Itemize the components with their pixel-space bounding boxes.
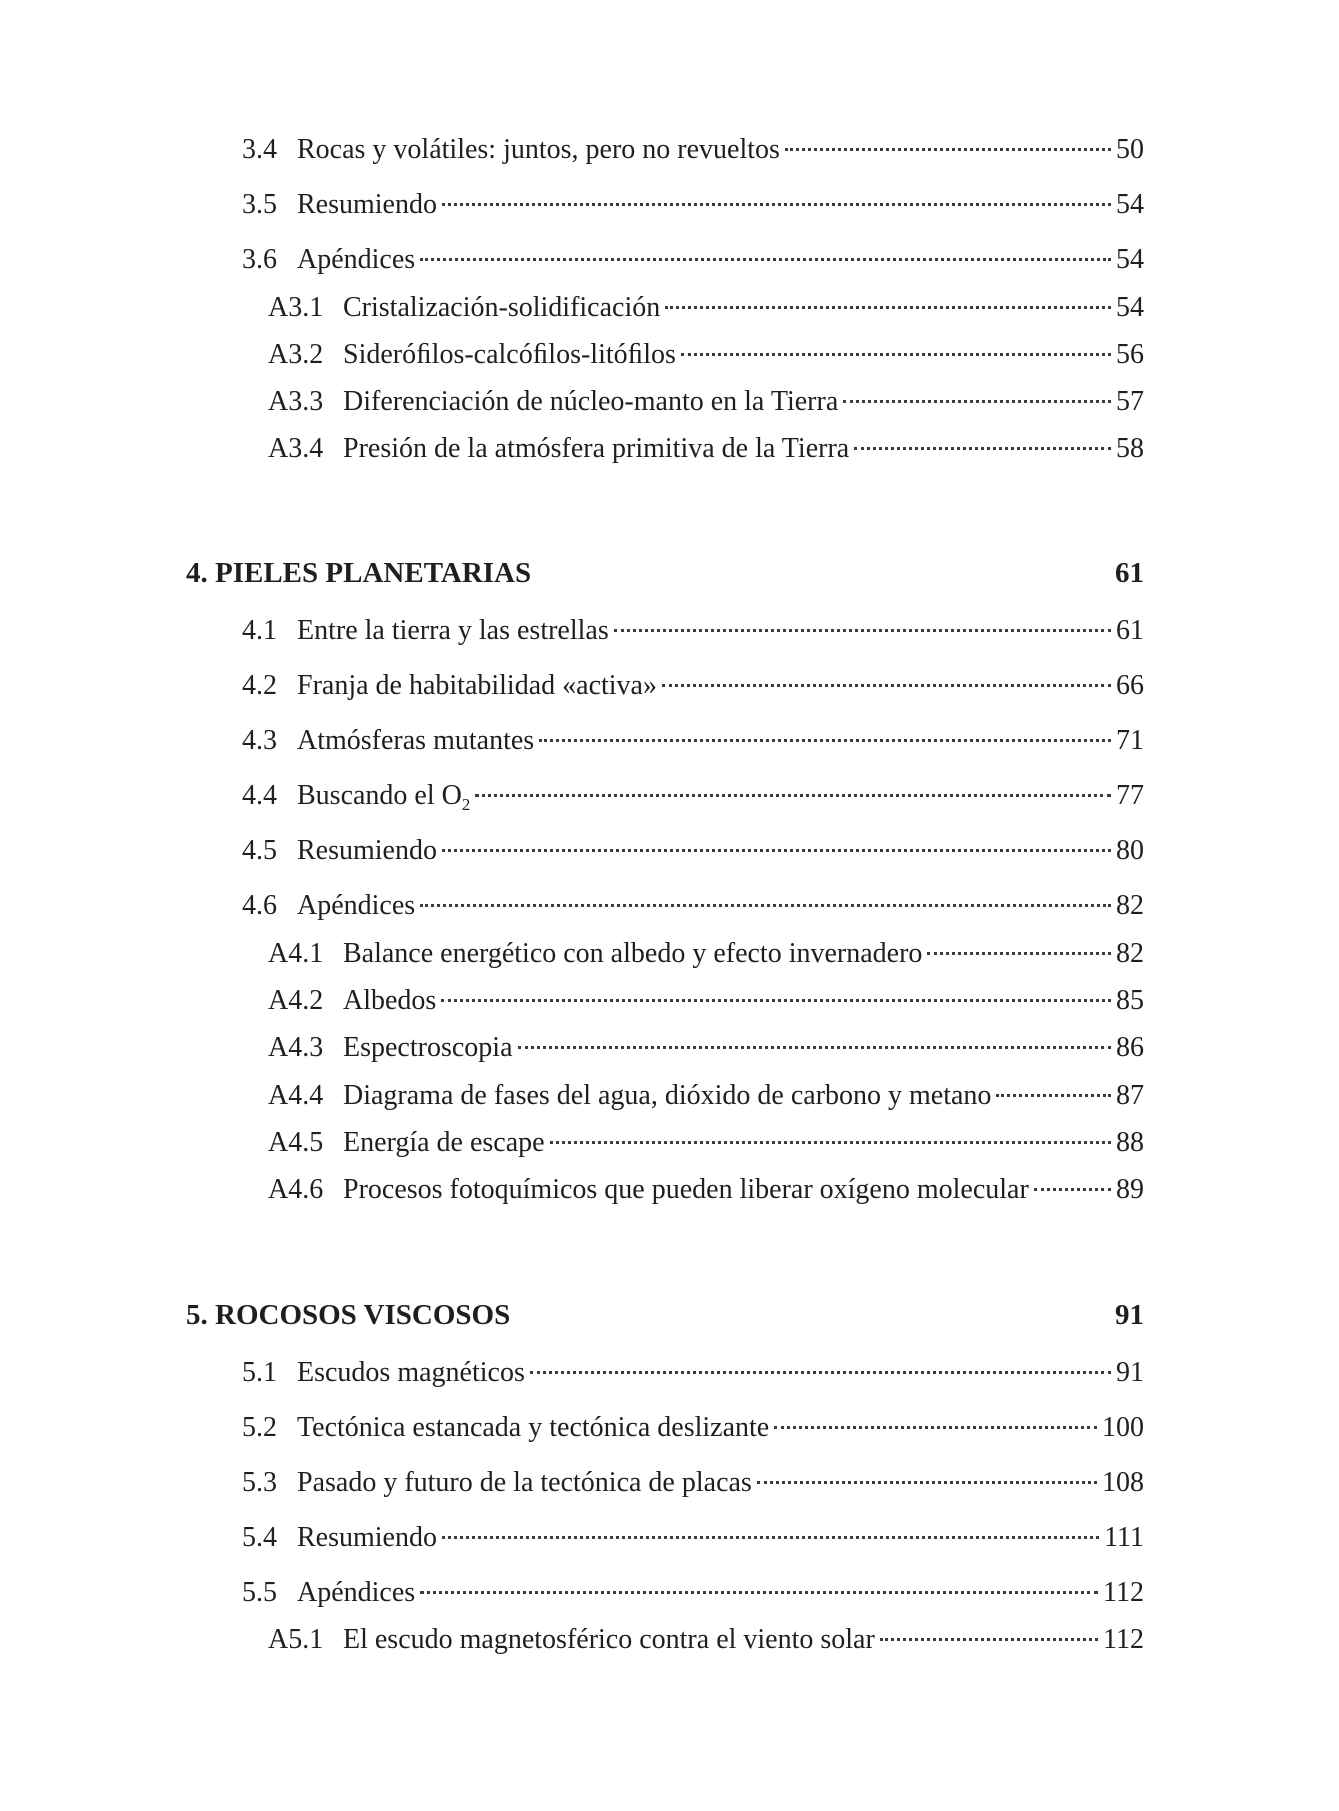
entry-title: Resumiendo (297, 1522, 437, 1553)
entry-title: Albedos (343, 985, 437, 1016)
toc-appendix-entry (268, 1031, 1144, 1065)
entry-title: Resumiendo (297, 835, 437, 866)
entry-number: A4.1 (268, 938, 324, 969)
toc-appendix-entry (268, 1623, 1144, 1657)
entry-title: Cristalización-solidificación (343, 292, 661, 323)
dot-leader (550, 1141, 1111, 1144)
toc-appendix-entry (268, 338, 1144, 372)
dot-leader (662, 684, 1111, 687)
toc-appendix-entry (268, 984, 1144, 1018)
entry-page-number: 88 (1116, 1127, 1144, 1158)
entry-number: A4.4 (268, 1080, 324, 1111)
entry-title: Atmósferas mutantes (297, 725, 535, 756)
chapter-page-number: 61 (1115, 557, 1144, 589)
dot-leader (996, 1094, 1111, 1097)
entry-page-number: 71 (1116, 725, 1144, 756)
entry-page-number: 82 (1116, 890, 1144, 921)
entry-title: Diagrama de fases del agua, dióxido de carbono y metano (343, 1080, 992, 1111)
entry-number: A5.1 (268, 1624, 324, 1655)
entry-title: Entre la tierra y las estrellas (297, 615, 609, 646)
entry-number: 5.3 (242, 1467, 277, 1498)
entry-title: El escudo magnetosférico contra el viento solar (343, 1624, 875, 1655)
entry-title: Escudos magnéticos (297, 1357, 525, 1388)
entry-page-number: 80 (1116, 835, 1144, 866)
entry-title: Sideróﬁlos-calcóﬁlos-litóﬁlos (343, 339, 676, 370)
entry-title: Buscando el $O_2$ (297, 780, 471, 814)
dot-leader (880, 1638, 1098, 1641)
entry-title: Rocas y volátiles: juntos, pero no revueltos (297, 134, 780, 165)
chapter-heading (186, 556, 1144, 590)
entry-number: 4.3 (242, 725, 277, 756)
toc-section-entry (242, 1411, 1144, 1445)
dot-leader (757, 1481, 1097, 1484)
toc-appendix-entry (268, 385, 1144, 419)
entry-page-number: 66 (1116, 670, 1144, 701)
entry-page-number: 82 (1116, 938, 1144, 969)
entry-title: Presión de la atmósfera primitiva de la Tierra (343, 433, 850, 464)
entry-number: 5.4 (242, 1522, 277, 1553)
dot-leader (681, 353, 1111, 356)
entry-number: A4.5 (268, 1127, 324, 1158)
entry-title: Franja de habitabilidad «activa» (297, 670, 657, 701)
entry-page-number: 57 (1116, 386, 1144, 417)
entry-page-number: 50 (1116, 134, 1144, 165)
toc-section-entry (242, 669, 1144, 703)
toc-section-entry (242, 614, 1144, 648)
dot-leader (420, 904, 1111, 907)
dot-leader (927, 952, 1111, 955)
toc-section-entry (242, 779, 1144, 813)
entry-number: 3.4 (242, 134, 277, 165)
entry-title: Apéndices (297, 890, 416, 921)
toc-section-entry (242, 1521, 1144, 1555)
entry-page-number: 77 (1116, 780, 1144, 811)
dot-leader (774, 1426, 1097, 1429)
entry-number: 5.1 (242, 1357, 277, 1388)
entry-title: Apéndices (297, 244, 416, 275)
chapter-page-number: 91 (1115, 1299, 1144, 1331)
toc-section-entry (242, 834, 1144, 868)
dot-leader (442, 1536, 1099, 1539)
entry-number: 4.5 (242, 835, 277, 866)
toc-appendix-entry (268, 937, 1144, 971)
entry-number: A4.3 (268, 1032, 324, 1063)
entry-title: Pasado y futuro de la tectónica de placas (297, 1467, 752, 1498)
chapter-heading (186, 1298, 1144, 1332)
entry-page-number: 112 (1103, 1624, 1144, 1655)
toc-appendix-entry (268, 432, 1144, 466)
toc-appendix-entry (268, 1173, 1144, 1207)
dot-leader (420, 1591, 1098, 1594)
dot-leader (420, 258, 1111, 261)
dot-leader (785, 148, 1111, 151)
entry-page-number: 100 (1102, 1412, 1144, 1443)
entry-page-number: 108 (1102, 1467, 1144, 1498)
entry-number: A3.1 (268, 292, 324, 323)
entry-number: A3.4 (268, 433, 324, 464)
toc-appendix-entry (268, 1126, 1144, 1160)
dot-leader (539, 739, 1111, 742)
entry-title: Espectroscopia (343, 1032, 513, 1063)
chapter-title: 5. ROCOSOS VISCOSOS (186, 1299, 511, 1331)
dot-leader (518, 1046, 1112, 1049)
entry-number: 5.2 (242, 1412, 277, 1443)
toc-section-entry (242, 1576, 1144, 1610)
entry-number: 3.5 (242, 189, 277, 220)
entry-title: Procesos fotoquímicos que pueden liberar oxígeno molecular (343, 1174, 1029, 1205)
dot-leader (665, 306, 1111, 309)
entry-number: A3.3 (268, 386, 324, 417)
dot-leader (442, 849, 1111, 852)
dot-leader (614, 629, 1111, 632)
entry-number: 4.6 (242, 890, 277, 921)
entry-page-number: 54 (1116, 292, 1144, 323)
entry-title: Resumiendo (297, 189, 437, 220)
entry-number: A4.6 (268, 1174, 324, 1205)
toc-section-entry (242, 133, 1144, 167)
toc-section-entry (242, 188, 1144, 222)
subscript: 2 (461, 795, 471, 814)
entry-page-number: 112 (1103, 1577, 1144, 1608)
dot-leader (843, 400, 1111, 403)
entry-page-number: 86 (1116, 1032, 1144, 1063)
toc-section-entry (242, 724, 1144, 758)
entry-page-number: 89 (1116, 1174, 1144, 1205)
entry-page-number: 61 (1116, 615, 1144, 646)
entry-page-number: 87 (1116, 1080, 1144, 1111)
chapter-title: 4. PIELES PLANETARIAS (186, 557, 532, 589)
entry-title: Balance energético con albedo y efecto invernadero (343, 938, 923, 969)
dot-leader (530, 1371, 1111, 1374)
entry-title: Energía de escape (343, 1127, 545, 1158)
toc-section-entry (242, 1466, 1144, 1500)
entry-title: Tectónica estancada y tectónica deslizante (297, 1412, 770, 1443)
entry-page-number: 54 (1116, 189, 1144, 220)
toc-appendix-entry (268, 1079, 1144, 1113)
entry-page-number: 58 (1116, 433, 1144, 464)
toc-section-entry (242, 889, 1144, 923)
entry-number: 5.5 (242, 1577, 277, 1608)
entry-page-number: 91 (1116, 1357, 1144, 1388)
entry-number: A4.2 (268, 985, 324, 1016)
toc-section-entry (242, 1356, 1144, 1390)
entry-number: 4.1 (242, 615, 277, 646)
toc-section-entry (242, 243, 1144, 277)
entry-page-number: 56 (1116, 339, 1144, 370)
dot-leader (1034, 1188, 1111, 1191)
dot-leader (441, 999, 1111, 1002)
entry-page-number: 54 (1116, 244, 1144, 275)
entry-title: Apéndices (297, 1577, 416, 1608)
entry-number: A3.2 (268, 339, 324, 370)
dot-leader (475, 794, 1111, 797)
dot-leader (854, 447, 1111, 450)
toc-appendix-entry (268, 291, 1144, 325)
entry-title: Diferenciación de núcleo-manto en la Tierra (343, 386, 839, 417)
entry-page-number: 111 (1104, 1522, 1144, 1553)
entry-page-number: 85 (1116, 985, 1144, 1016)
entry-number: 3.6 (242, 244, 277, 275)
dot-leader (442, 203, 1111, 206)
entry-number: 4.4 (242, 780, 277, 811)
entry-number: 4.2 (242, 670, 277, 701)
